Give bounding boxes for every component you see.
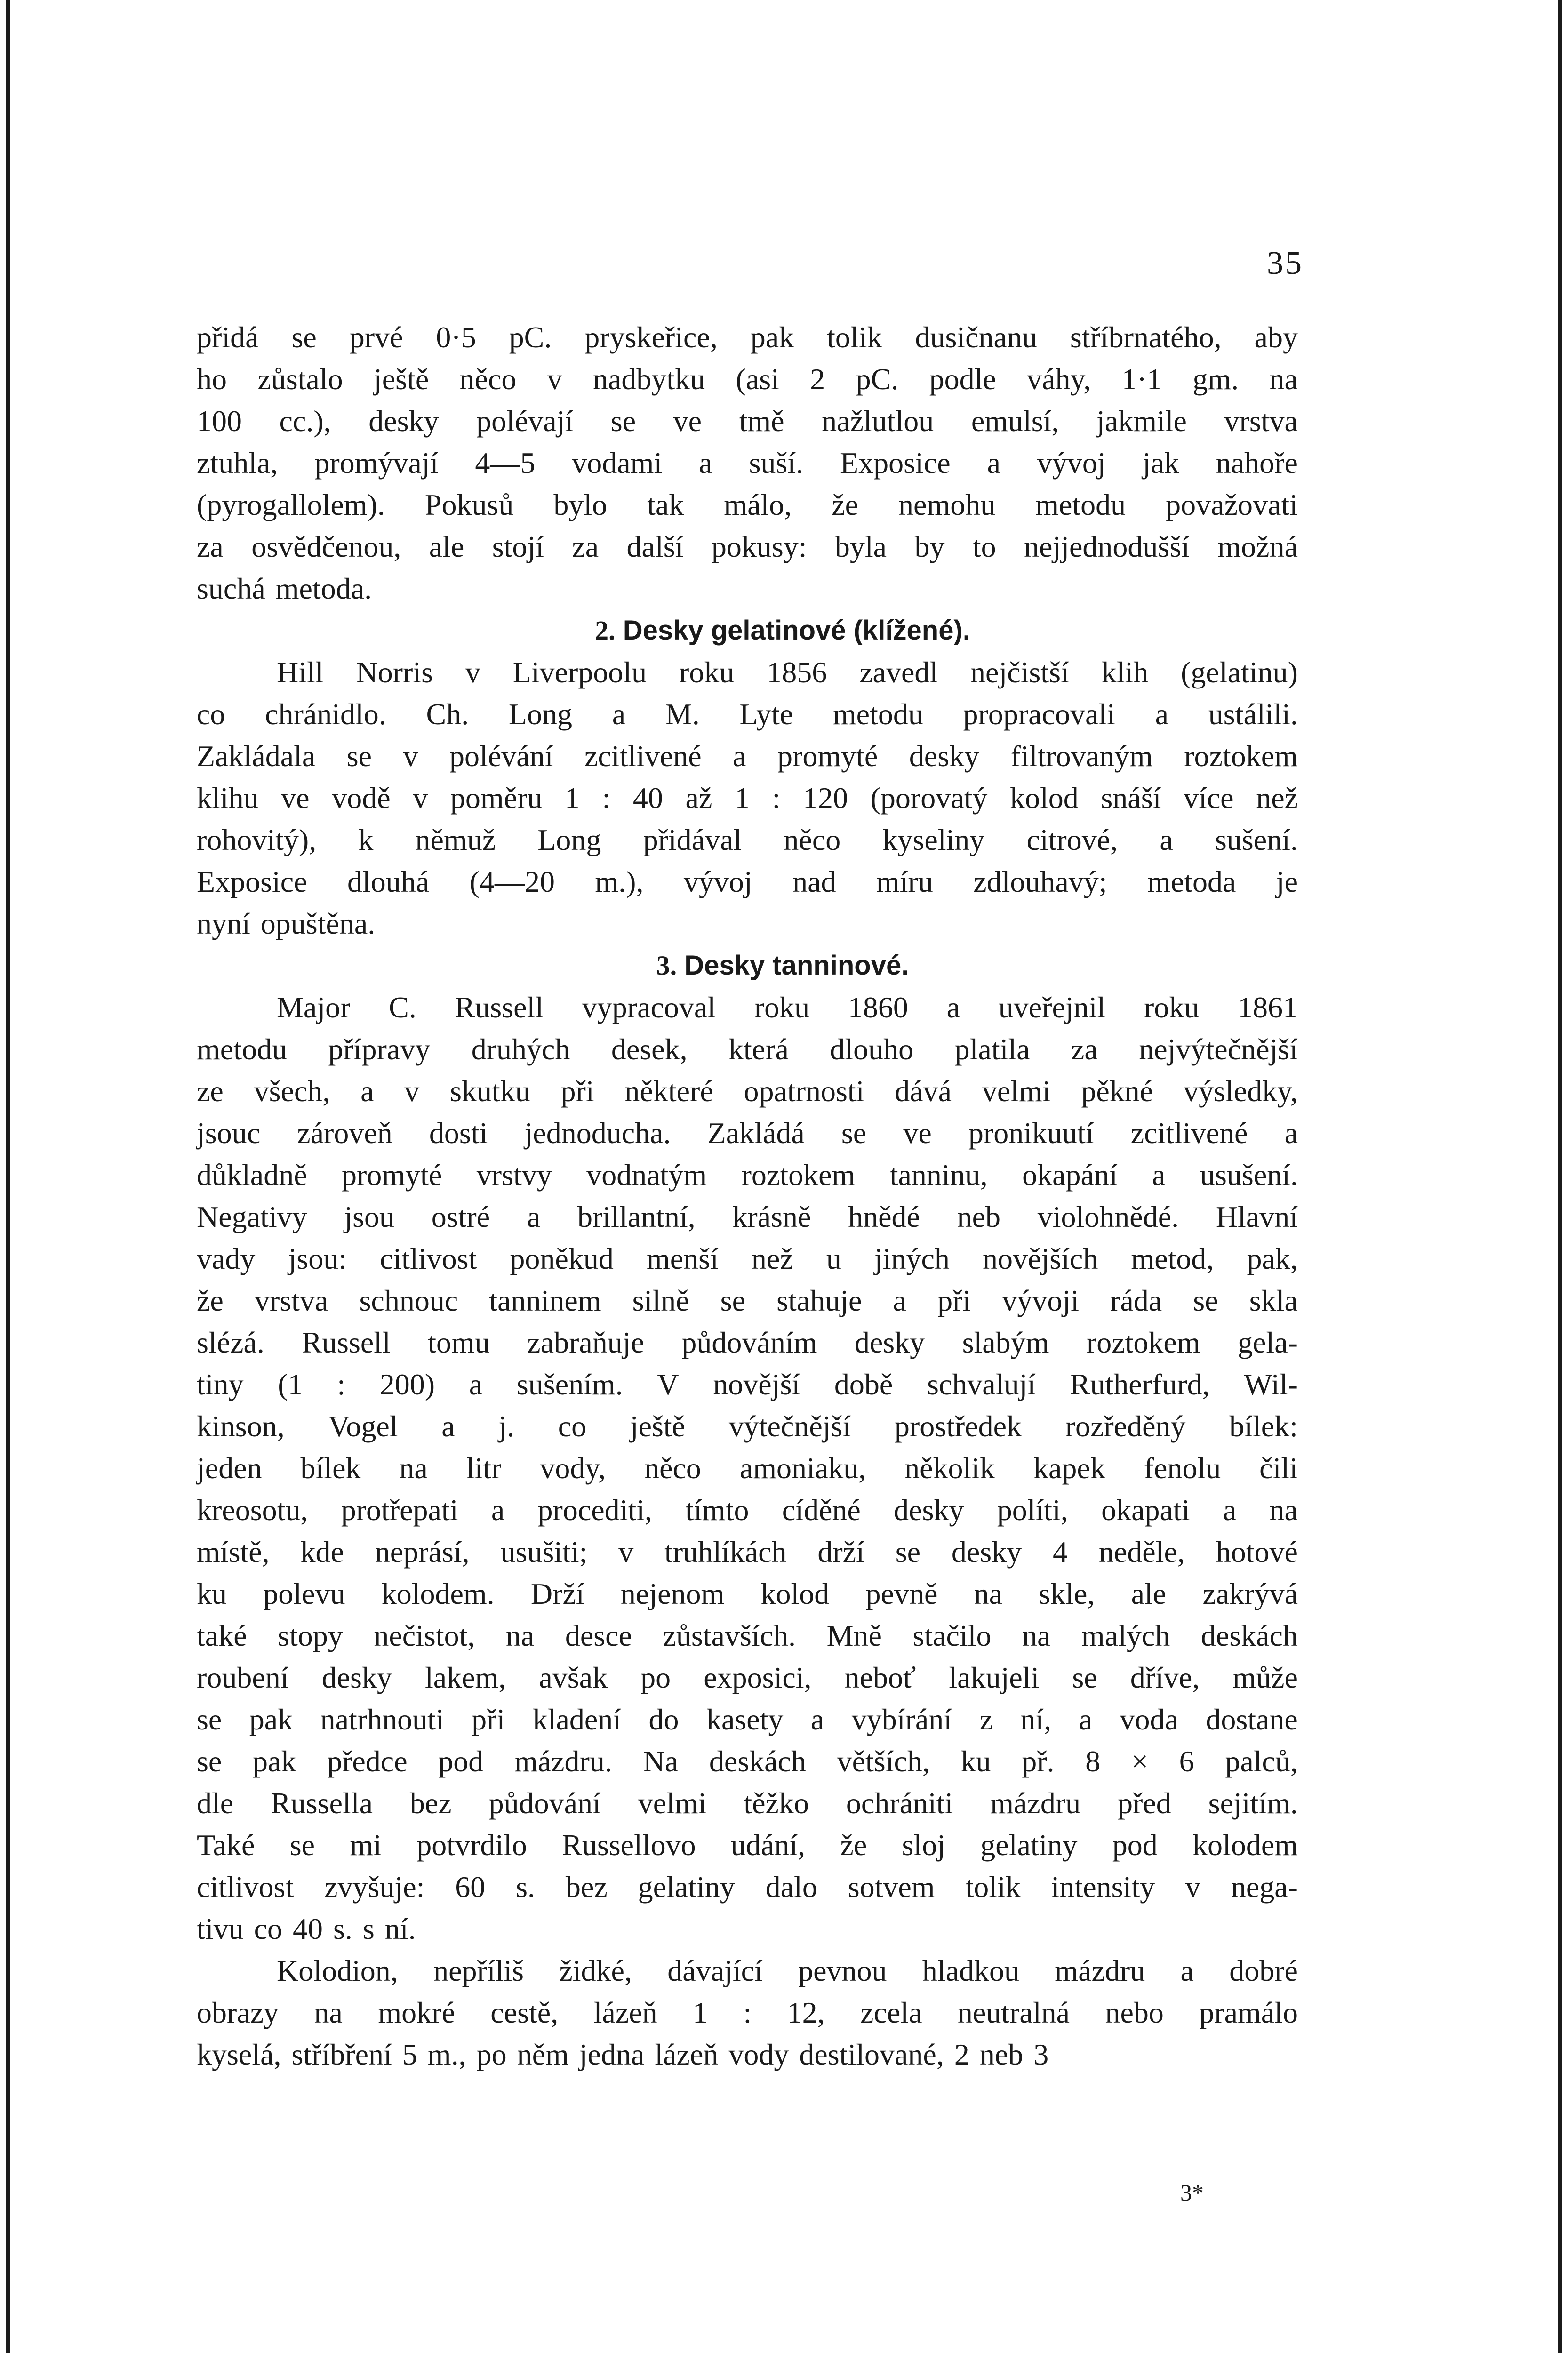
paragraph-gelatine-plates bbox=[197, 651, 1298, 944]
text-line: metodu přípravy druhých desek, která dlouho platila za nejvýtečnější bbox=[197, 1032, 1298, 1066]
text-line: kinson, Vogel a j. co ještě výtečnější prostředek rozředěný bílek: bbox=[197, 1409, 1298, 1443]
text-line: místě, kde neprásí, usušiti; v truhlíkách drží se desky 4 neděle, hotové bbox=[197, 1535, 1298, 1569]
paragraph-emulsion-method bbox=[197, 316, 1298, 609]
text-line: dle Russella bez půdování velmi těžko ochrániti mázdru před sejitím. bbox=[197, 1786, 1298, 1820]
text-line: roubení desky lakem, avšak po exposici, neboť lakujeli se dříve, může bbox=[197, 1661, 1298, 1694]
text-line: ku polevu kolodem. Drží nejenom kolod pevně na skle, ale zakrývá bbox=[197, 1577, 1298, 1610]
text-line: ze všech, a v skutku při některé opatrnosti dává velmi pěkné výsledky, bbox=[197, 1074, 1298, 1108]
page-number: 35 bbox=[1267, 245, 1304, 281]
text-line: slézá. Russell tomu zabraňuje půdováním desky slabým roztokem gela- bbox=[197, 1326, 1298, 1359]
text-line: tiny (1 : 200) a sušením. V novější době schvalují Rutherfurd, Wil- bbox=[197, 1368, 1298, 1401]
text-line: se pak předce pod mázdru. Na deskách větších, ku př. 8 × 6 palců, bbox=[197, 1745, 1298, 1778]
section-number: 2. bbox=[595, 615, 616, 646]
text-line: jeden bílek na litr vody, něco amoniaku, několik kapek fenolu čili bbox=[197, 1451, 1298, 1485]
text-line: přidá se prvé 0·5 pC. pryskeřice, pak tolik dusičnanu stříbrnatého, aby bbox=[197, 320, 1298, 354]
text-line: také stopy nečistot, na desce zůstavších. Mně stačilo na malých deskách bbox=[197, 1619, 1298, 1652]
text-block bbox=[197, 316, 1298, 2075]
section-title: Desky gelatinové (klížené). bbox=[623, 615, 970, 646]
text-line: Negativy jsou ostré a brillantní, krásně hnědé neb violohnědé. Hlavní bbox=[197, 1200, 1298, 1233]
text-line: nyní opuštěna. bbox=[197, 907, 376, 940]
section-title: Desky tanninové. bbox=[684, 950, 909, 981]
text-line: Major C. Russell vypracoval roku 1860 a uveřejnil roku 1861 bbox=[277, 991, 1298, 1024]
text-line: Hill Norris v Liverpoolu roku 1856 zavedl nejčistší klih (gelatinu) bbox=[277, 656, 1298, 689]
signature-mark: 3* bbox=[1180, 2179, 1204, 2206]
section-heading-gelatine bbox=[197, 609, 1298, 651]
text-line: se pak natrhnouti při kladení do kasety a vybírání z ní, a voda dostane bbox=[197, 1703, 1298, 1736]
text-line: ztuhla, promývají 4—5 vodami a suší. Exposice a vývoj jak nahoře bbox=[197, 446, 1298, 480]
text-line: že vrstva schnouc tanninem silně se stahuje a při vývoji ráda se skla bbox=[197, 1284, 1298, 1317]
text-line: tivu co 40 s. s ní. bbox=[197, 1912, 416, 1945]
text-line: vady jsou: citlivost poněkud menší než u jiných novějších metod, pak, bbox=[197, 1242, 1298, 1275]
text-line: ho zůstalo ještě něco v nadbytku (asi 2 pC. podle váhy, 1·1 gm. na bbox=[197, 362, 1298, 396]
text-line: kreosotu, protřepati a procediti, tímto cíděné desky políti, okapati a na bbox=[197, 1493, 1298, 1527]
text-line: suchá metoda. bbox=[197, 572, 372, 605]
paragraph-collodion bbox=[197, 1950, 1298, 2075]
text-line: (pyrogallolem). Pokusů bylo tak málo, že nemohu metodu považovati bbox=[197, 488, 1298, 521]
text-line: za osvědčenou, ale stojí za další pokusy: byla by to nejjednodušší možná bbox=[197, 530, 1298, 563]
text-line: Zakládala se v polévání zcitlivené a promyté desky filtrovaným roztokem bbox=[197, 739, 1298, 773]
section-heading-tannin bbox=[197, 944, 1298, 986]
section-number: 3. bbox=[656, 950, 677, 981]
paragraph-tannin-plates bbox=[197, 986, 1298, 1950]
text-line: důkladně promyté vrstvy vodnatým roztokem tanninu, okapání a usušení. bbox=[197, 1158, 1298, 1192]
text-line: obrazy na mokré cestě, lázeň 1 : 12, zcela neutralná nebo pramálo bbox=[197, 1996, 1298, 2029]
text-line: Kolodion, nepříliš židké, dávající pevnou hladkou mázdru a dobré bbox=[277, 1954, 1298, 1987]
text-line: rohovitý), k němuž Long přidával něco kyseliny citrové, a sušení. bbox=[197, 823, 1298, 856]
text-line: 100 cc.), desky polévají se ve tmě nažlutlou emulsí, jakmile vrstva bbox=[197, 404, 1298, 438]
text-line: kyselá, stříbření 5 m., po něm jedna lázeň vody destilované, 2 neb 3 bbox=[197, 2038, 1049, 2071]
text-line: Exposice dlouhá (4—20 m.), vývoj nad míru zdlouhavý; metoda je bbox=[197, 865, 1298, 898]
text-line: co chránidlo. Ch. Long a M. Lyte metodu propracovali a ustálili. bbox=[197, 697, 1298, 731]
text-line: jsouc zároveň dosti jednoducha. Zakládá se ve pronikuutí zcitlivené a bbox=[197, 1116, 1298, 1150]
text-line: klihu ve vodě v poměru 1 : 40 až 1 : 120 (porovatý kolod snáší více než bbox=[197, 781, 1298, 815]
text-line: citlivost zvyšuje: 60 s. bez gelatiny dalo sotvem tolik intensity v nega- bbox=[197, 1870, 1298, 1904]
text-line: Také se mi potvrdilo Russellovo udání, že sloj gelatiny pod kolodem bbox=[197, 1828, 1298, 1862]
